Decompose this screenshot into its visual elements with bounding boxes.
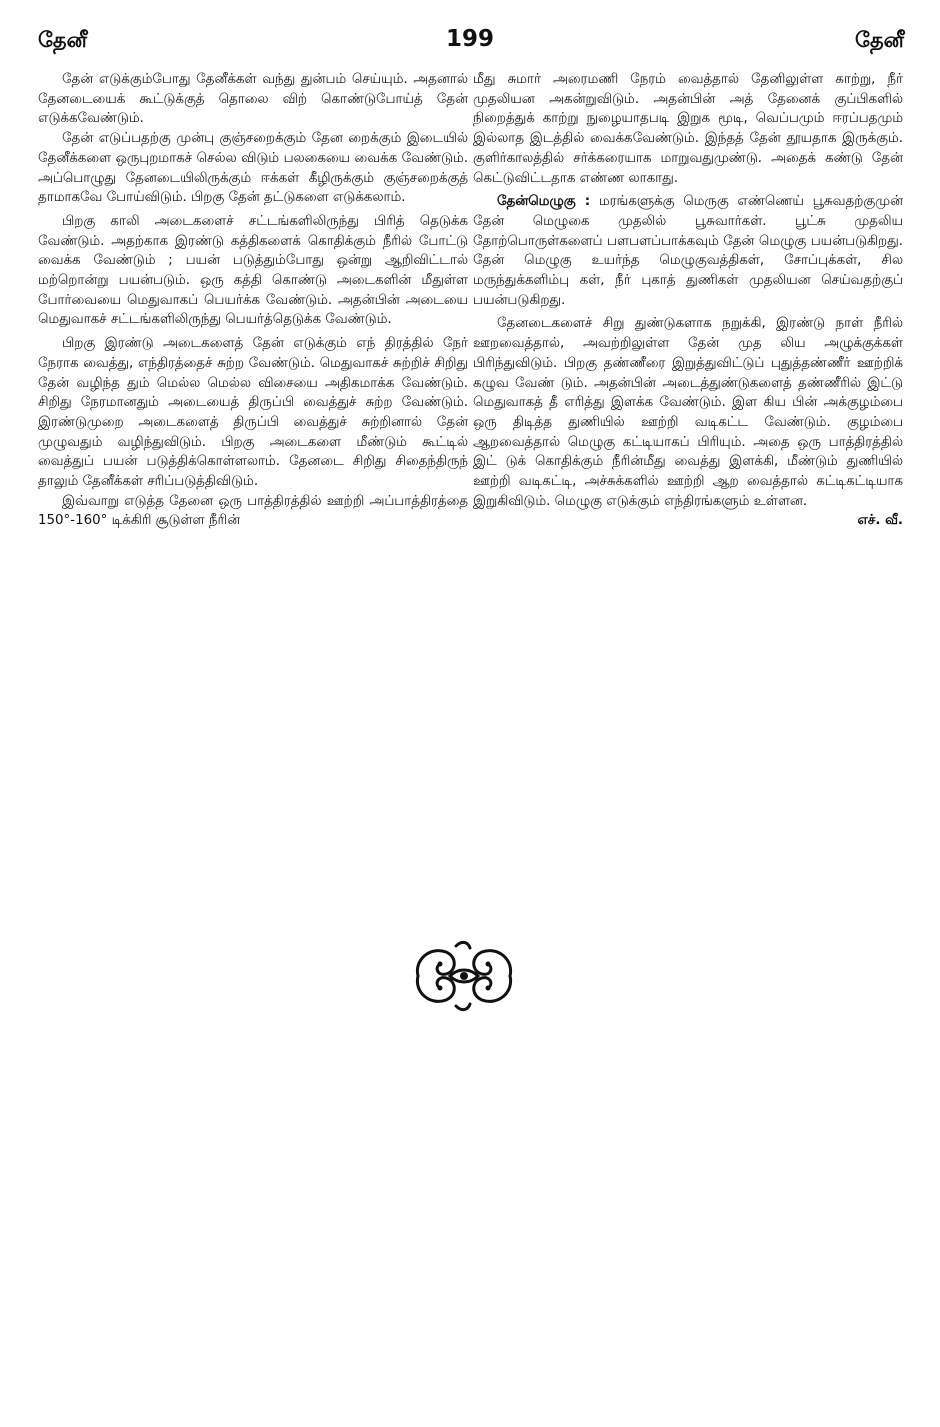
- paragraph: இவ்வாறு எடுத்த தேனை ஒரு பாத்திரத்தில் ஊற்றி அப்பாத்திரத்தை 150°-160° டிக்கிரி சூடுள்ள நீரின்: [38, 493, 468, 529]
- paragraph: தேனடைகளைச் சிறு துண்டுகளாக நறுக்கி, இரண்டு நாள் நீரில் ஊறவைத்தால், அவற்றிலுள்ள தேன் முத லிய அழுக்குக்கள் பிரிந்துவிடும். பிறகு தண்ணீரை இறுத்துவிட்டுப் புதுத்தண்ணீர் ஊற்றிக் கழுவ வேண் டும். அதன்பின் அடைத்துண்டுகளைத் தண்ணீரில் இட்டு மெதுவாகத் தீ எரித்து இளக்க வேண்டும். இள கிய பின் அக்குழம்பை ஒரு திடித்த துணியில் ஊற்றி வடிகட்ட வேண்டும். குழம்பை ஆறவைத்தால் மெழுகு கட்டியாகப் பிரியும். அதை ஒரு பாத்திரத்தில் இட் டுக் கொதிக்கும் நீரின்மீது வைத்து இளக்கி, மீண்டும் துணியில் ஊற்றி வடிகட்டி, அச்சுக்களில் ஊற்றி ஆற வைத்தால் கட்டிகட்டியாக இறுகிவிடும். மெழுகு எடுக்கும் எந்திரங்களும் உள்ளன.: [473, 316, 903, 509]
- section-text: மரங்களுக்கு மெருகு எண்ணெய் பூசுவதற்குமுன் தேன் மெழுகை முதலில் பூசுவார்கள். பூட்சு முதலிய தோற்பொருள்களைப் பளபளப்பாக்கவும் தேன் மெழுகு பயன்படுகிறது. தேன் மெழுகு உயர்ந்த மெழுகுவத்திகள், சோப்புக்கள், சில மருந்துக்களிம்பு கள், நீர் புகாத் துணிகள் முதலியன செய்வதற்குப் பயன்படுகிறது.: [473, 194, 903, 308]
- page-number: 199: [445, 26, 494, 52]
- left-column: [38, 70, 468, 531]
- section-term: தேன்மெழுகு :: [497, 194, 591, 210]
- paragraph: தேன் எடுக்கும்போது தேனீக்கள் வந்து துன்பம் செய்யும். அதனால் தேனடையைக் கூட்டுக்குத் தொலை விற் கொண்டுபோய்த் தேன் எடுக்கவேண்டும்.: [38, 72, 468, 127]
- floral-ornament-icon: [410, 938, 518, 1014]
- paragraph: [473, 192, 903, 310]
- author-signature: எச். வீ.: [857, 513, 903, 529]
- paragraph: பிறகு இரண்டு அடைகளைத் தேன் எடுக்கும் எந் திரத்தில் நேர் நேராக வைத்து, எந்திரத்தைச் சுற்ற வேண்டும். மெதுவாகச் சுற்றிச் சிறிது தேன் வழிந்த தும் மெல்ல மெல்ல விசையை அதிகமாக்க வேண்டும். சிறிது நேரமானதும் அடையைத் திருப்பி வைத்துச் சுற்ற வேண்டும். இரண்டுமுறை அடைகளைத் திருப்பி வைத்துச் சுற்றினால் தேன் முழுவதும் வழிந்துவிடும். பிறகு அடைகளை மீண்டும் கூட்டில் வைத்துப் பயன் படுத்திக்கொள்ளலாம். தேனடை சிறிது சிதைந்திருந் தாலும் தேனீக்கள் சரிப்படுத்திவிடும்.: [38, 336, 468, 490]
- paragraph: பிறகு காலி அடைகளைச் சட்டங்களிலிருந்து பிரித் தெடுக்க வேண்டும். அதற்காக இரண்டு கத்திகளைக் கொதிக்கும் நீரில் போட்டு வைக்க வேண்டும் ; பயன் படுத்தும்போது ஒன்று ஆறிவிட்டால் மற்றொன்று பயன்படும். ஒரு கத்தி கொண்டு அடைகளின் மீதுள்ள போர்வையை மெதுவாகப் பெயர்க்க வேண்டும். அதன்பின் அடையை மெதுவாகச் சட்டங்களிலிருந்து பெயர்த்தெடுக்க வேண்டும்.: [38, 213, 468, 328]
- running-head-left: தேனீ: [38, 28, 87, 52]
- right-column: [473, 70, 903, 531]
- paragraph: மீது சுமார் அரைமணி நேரம் வைத்தால் தேனிலுள்ள காற்று, நீர் முதலியன அகன்றுவிடும். அதன்பின் அத் தேனைக் குப்பிகளில் நிறைத்துக் காற்று நுழையாதபடி இறுக மூடி, வெப்பமும் ஈரப்பதமும் இல்லாத இடத்தில் வைக்கவேண்டும். இந்தத் தேன் தூயதாக இருக்கும். குளிர்காலத்தில் சர்க்கரையாக மாறுவதுமுண்டு. அதைக் கண்டு தேன் கெட்டுவிட்டதாக எண்ண லாகாது.: [473, 72, 903, 186]
- running-head-right: தேனீ: [855, 28, 904, 52]
- paragraph: தேன் எடுப்பதற்கு முன்பு குஞ்சறைக்கும் தேன றைக்கும் இடையில் தேனீக்களை ஒருபுறமாகச் செல்ல விடும் பலகையை வைக்க வேண்டும். அப்பொழுது தேனடையிலிருக்கும் ஈக்கள் கீழிருக்கும் குஞ்சறைக்குத் தாமாகவே போய்விடும். பிறகு தேன் தட்டுகளை எடுக்கலாம்.: [38, 131, 468, 206]
